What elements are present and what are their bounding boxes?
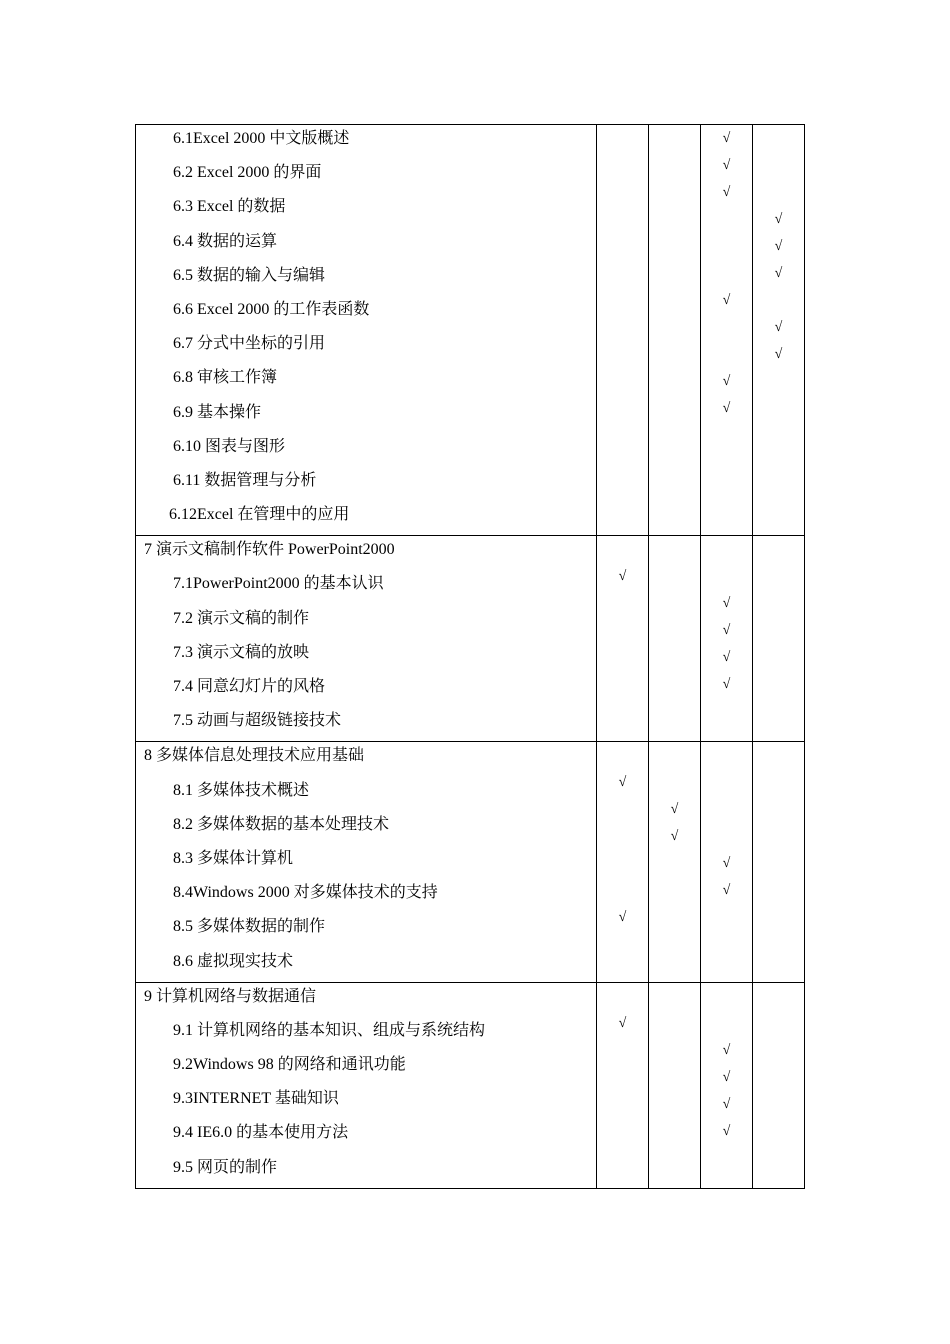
- empty-mark: [753, 796, 804, 823]
- check-mark: √: [722, 650, 731, 666]
- empty-mark: [649, 877, 700, 904]
- empty-mark: [753, 671, 804, 698]
- empty-mark: [753, 904, 804, 931]
- empty-mark: [597, 877, 648, 904]
- empty-mark: [753, 590, 804, 617]
- topic-cell: [136, 125, 597, 536]
- topic-label: 9.5 网页的制作: [173, 1158, 278, 1176]
- empty-mark: [701, 314, 752, 341]
- empty-mark: [701, 742, 752, 769]
- level-column-3-cell: [701, 742, 753, 982]
- empty-mark: [649, 563, 700, 590]
- topic-label: 9 计算机网络与数据通信: [144, 987, 317, 1005]
- section-row: [136, 536, 805, 742]
- empty-mark: [597, 644, 648, 671]
- section-row: [136, 125, 805, 536]
- topic-cell: [136, 742, 597, 982]
- empty-mark: [597, 1064, 648, 1091]
- check-mark: √: [774, 212, 783, 227]
- empty-mark: [753, 563, 804, 590]
- empty-mark: [753, 179, 804, 206]
- empty-mark: [753, 823, 804, 850]
- empty-mark: [701, 796, 752, 823]
- empty-mark: [649, 314, 700, 341]
- topic-label: 7.1PowerPoint2000 的基本认识: [173, 575, 384, 593]
- empty-mark: [597, 341, 648, 368]
- topic-cell: [136, 982, 597, 1188]
- empty-mark: [753, 877, 804, 904]
- empty-mark: [597, 671, 648, 698]
- check-mark: √: [722, 623, 731, 639]
- topic-label: 6.4 数据的运算: [173, 232, 278, 250]
- empty-mark: [597, 233, 648, 260]
- empty-mark: [597, 152, 648, 179]
- empty-mark: [649, 1118, 700, 1145]
- empty-mark: [701, 769, 752, 796]
- empty-mark: [649, 1037, 700, 1064]
- topic-label: 6.10 图表与图形: [173, 437, 286, 455]
- topic-label: 6.9 基本操作: [173, 403, 262, 421]
- check-mark: √: [670, 802, 679, 818]
- check-mark: √: [670, 829, 679, 845]
- topic-label: 7 演示文稿制作软件 PowerPoint2000: [144, 541, 395, 559]
- empty-mark: [649, 233, 700, 260]
- check-mark: √: [774, 347, 783, 362]
- empty-mark: [753, 983, 804, 1010]
- level-column-2-cell: [649, 536, 701, 742]
- empty-mark: [701, 422, 752, 449]
- empty-mark: [649, 904, 700, 931]
- empty-mark: [753, 1091, 804, 1118]
- empty-mark: [597, 823, 648, 850]
- empty-mark: [649, 395, 700, 422]
- empty-mark: [649, 983, 700, 1010]
- section-row: [136, 742, 805, 982]
- empty-mark: [753, 617, 804, 644]
- topic-label: 6.11 数据管理与分析: [173, 471, 317, 489]
- empty-mark: [649, 152, 700, 179]
- empty-mark: [701, 233, 752, 260]
- empty-mark: [597, 850, 648, 877]
- check-mark: √: [722, 1096, 731, 1112]
- topic-label: 9.4 IE6.0 的基本使用方法: [173, 1124, 349, 1142]
- empty-mark: [649, 1064, 700, 1091]
- level-column-4-cell: [753, 982, 805, 1188]
- empty-mark: [649, 1010, 700, 1037]
- topic-label: 7.4 同意幻灯片的风格: [173, 678, 326, 695]
- empty-mark: [649, 206, 700, 233]
- empty-mark: [597, 617, 648, 644]
- empty-mark: [597, 796, 648, 823]
- empty-mark: [597, 422, 648, 449]
- topic-label: 7.3 演示文稿的放映: [173, 643, 310, 661]
- empty-mark: [753, 1037, 804, 1064]
- empty-mark: [753, 368, 804, 395]
- check-mark: √: [774, 266, 783, 281]
- level-column-1-cell: [597, 982, 649, 1188]
- topic-label: 8.3 多媒体计算机: [173, 849, 294, 867]
- level-column-3-cell: [701, 536, 753, 742]
- topic-label: 6.1Excel 2000 中文版概述: [173, 130, 350, 147]
- empty-mark: [597, 983, 648, 1010]
- empty-mark: [701, 206, 752, 233]
- topic-label: 8.2 多媒体数据的基本处理技术: [173, 815, 390, 833]
- empty-mark: [597, 260, 648, 287]
- check-mark: √: [618, 1015, 627, 1031]
- empty-mark: [597, 179, 648, 206]
- empty-mark: [753, 1064, 804, 1091]
- check-mark: √: [722, 1042, 731, 1058]
- empty-mark: [597, 125, 648, 152]
- empty-mark: [753, 644, 804, 671]
- empty-mark: [753, 1118, 804, 1145]
- empty-mark: [597, 368, 648, 395]
- empty-mark: [649, 617, 700, 644]
- check-mark: √: [722, 401, 731, 416]
- empty-mark: [649, 590, 700, 617]
- level-column-1-cell: [597, 125, 649, 536]
- empty-mark: [649, 422, 700, 449]
- level-column-2-cell: [649, 982, 701, 1188]
- empty-mark: [649, 769, 700, 796]
- check-mark: √: [722, 1123, 731, 1139]
- level-column-1-cell: [597, 536, 649, 742]
- check-mark: √: [722, 677, 731, 693]
- level-column-3-cell: [701, 125, 753, 536]
- check-mark: √: [722, 856, 731, 872]
- empty-mark: [701, 536, 752, 563]
- level-column-2-cell: [649, 742, 701, 982]
- empty-mark: [701, 563, 752, 590]
- check-mark: √: [722, 131, 731, 146]
- check-mark: √: [618, 910, 627, 926]
- empty-mark: [701, 260, 752, 287]
- empty-mark: [753, 422, 804, 449]
- empty-mark: [753, 536, 804, 563]
- topic-label: 8 多媒体信息处理技术应用基础: [144, 747, 365, 765]
- syllabus-table-body: [136, 125, 805, 1189]
- level-column-4-cell: [753, 125, 805, 536]
- level-column-1-cell: [597, 742, 649, 982]
- empty-mark: [649, 287, 700, 314]
- level-column-2-cell: [649, 125, 701, 536]
- section-row: [136, 982, 805, 1188]
- empty-mark: [753, 1010, 804, 1037]
- topic-cell: [136, 536, 597, 742]
- empty-mark: [701, 904, 752, 931]
- empty-mark: [597, 314, 648, 341]
- empty-mark: [753, 850, 804, 877]
- check-mark: √: [722, 596, 731, 612]
- empty-mark: [649, 341, 700, 368]
- empty-mark: [597, 287, 648, 314]
- empty-mark: [649, 368, 700, 395]
- level-column-3-cell: [701, 982, 753, 1188]
- empty-mark: [597, 1118, 648, 1145]
- topic-label: 6.12Excel 在管理中的应用: [169, 506, 350, 524]
- empty-mark: [597, 1037, 648, 1064]
- check-mark: √: [722, 158, 731, 173]
- empty-mark: [753, 395, 804, 422]
- topic-label: 7.5 动画与超级链接技术: [173, 712, 342, 730]
- empty-mark: [597, 395, 648, 422]
- topic-label: 6.7 分式中坐标的引用: [173, 335, 326, 353]
- check-mark: √: [774, 239, 783, 254]
- empty-mark: [753, 125, 804, 152]
- topic-label: 9.1 计算机网络的基本知识、组成与系统结构: [173, 1021, 486, 1039]
- topic-label: 6.2 Excel 2000 的界面: [173, 164, 322, 182]
- check-mark: √: [618, 775, 627, 791]
- check-mark: √: [618, 569, 627, 585]
- empty-mark: [597, 536, 648, 563]
- empty-mark: [649, 1091, 700, 1118]
- empty-mark: [597, 1091, 648, 1118]
- empty-mark: [649, 742, 700, 769]
- topic-label: 8.5 多媒体数据的制作: [173, 918, 326, 936]
- topic-label: 9.3INTERNET 基础知识: [173, 1090, 339, 1108]
- empty-mark: [753, 152, 804, 179]
- topic-label: 6.5 数据的输入与编辑: [173, 266, 326, 284]
- topic-label: 6.8 审核工作簿: [173, 369, 278, 387]
- check-mark: √: [722, 374, 731, 389]
- empty-mark: [701, 983, 752, 1010]
- empty-mark: [597, 742, 648, 769]
- check-mark: √: [722, 185, 731, 200]
- check-mark: √: [722, 293, 731, 308]
- level-column-4-cell: [753, 742, 805, 982]
- topic-label: 6.3 Excel 的数据: [173, 198, 286, 216]
- check-mark: √: [774, 320, 783, 335]
- empty-mark: [597, 590, 648, 617]
- empty-mark: [753, 742, 804, 769]
- syllabus-table: [135, 124, 805, 1189]
- empty-mark: [701, 341, 752, 368]
- empty-mark: [649, 850, 700, 877]
- level-column-4-cell: [753, 536, 805, 742]
- empty-mark: [649, 179, 700, 206]
- check-mark: √: [722, 883, 731, 899]
- topic-label: 8.4Windows 2000 对多媒体技术的支持: [173, 884, 438, 902]
- topic-label: 6.6 Excel 2000 的工作表函数: [173, 300, 370, 318]
- topic-label: 8.1 多媒体技术概述: [173, 781, 310, 799]
- check-mark: √: [722, 1069, 731, 1085]
- empty-mark: [649, 260, 700, 287]
- empty-mark: [649, 125, 700, 152]
- empty-mark: [753, 769, 804, 796]
- topic-label: 9.2Windows 98 的网络和通讯功能: [173, 1056, 406, 1074]
- empty-mark: [649, 644, 700, 671]
- empty-mark: [649, 536, 700, 563]
- empty-mark: [753, 287, 804, 314]
- empty-mark: [649, 671, 700, 698]
- empty-mark: [701, 1010, 752, 1037]
- topic-label: 8.6 虚拟现实技术: [173, 952, 294, 970]
- topic-label: 7.2 演示文稿的制作: [173, 609, 310, 627]
- empty-mark: [701, 823, 752, 850]
- empty-mark: [597, 206, 648, 233]
